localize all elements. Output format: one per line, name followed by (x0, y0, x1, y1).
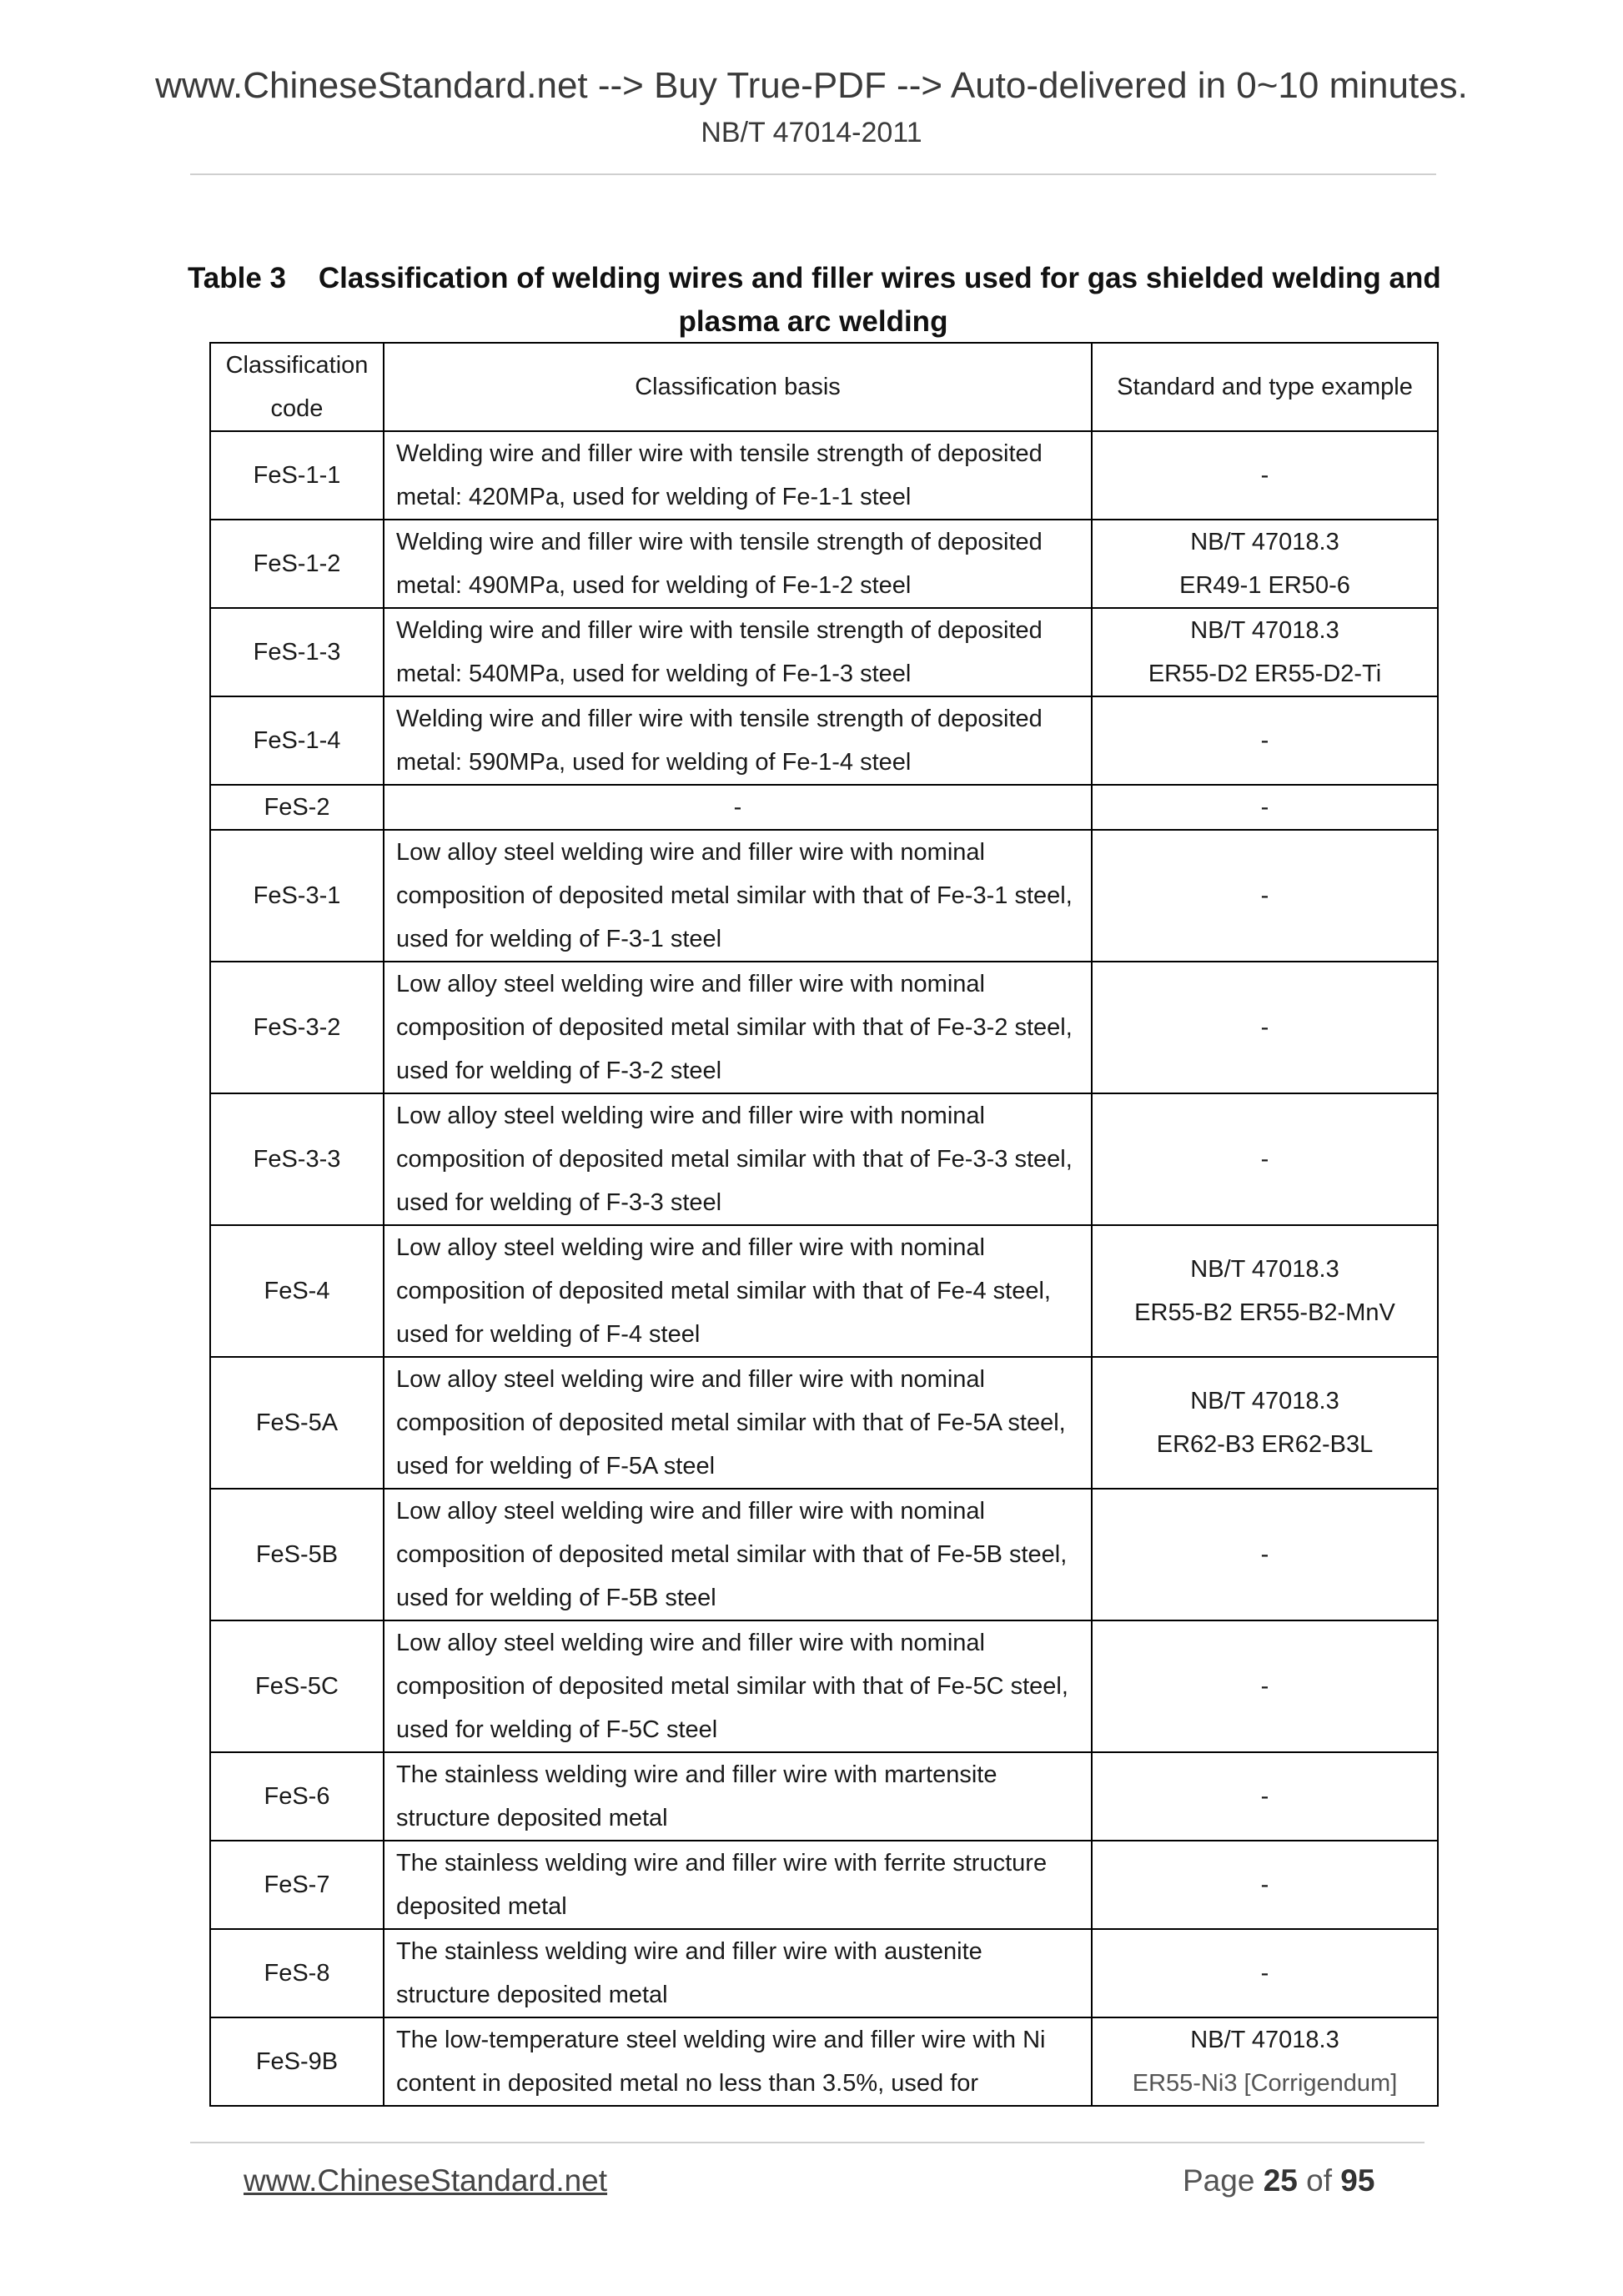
row-basis: Low alloy steel welding wire and filler wire with nominal composition of deposited metal similar with that of Fe-3-1 steel, used for welding of F-3-1 steel (384, 830, 1092, 962)
row-basis: Low alloy steel welding wire and filler wire with nominal composition of deposited metal similar with that of Fe-3-3 steel, used for welding of F-3-3 steel (384, 1093, 1092, 1225)
row-basis: Welding wire and filler wire with tensile strength of deposited metal: 490MPa, used for welding of Fe-1-2 steel (384, 520, 1092, 608)
row-code: FeS-5A (210, 1357, 384, 1489)
footer-divider (190, 2142, 1425, 2143)
row-code: FeS-6 (210, 1752, 384, 1841)
row-basis: Welding wire and filler wire with tensile strength of deposited metal: 590MPa, used for welding of Fe-1-4 steel (384, 696, 1092, 785)
footer-site-link[interactable]: www.ChineseStandard.net (244, 2163, 608, 2198)
table-row (210, 1752, 1438, 1841)
standard-line-1: - (1260, 1014, 1269, 1041)
row-basis: Low alloy steel welding wire and filler wire with nominal composition of deposited metal similar with that of Fe-4 steel, used for welding of F-4 steel (384, 1225, 1092, 1357)
row-standard (1092, 608, 1438, 696)
table-row (210, 1357, 1438, 1489)
row-standard (1092, 1357, 1438, 1489)
row-code: FeS-5C (210, 1620, 384, 1752)
page-current: 25 (1263, 2163, 1298, 2198)
row-code: FeS-1-3 (210, 608, 384, 696)
page-total: 95 (1340, 2163, 1375, 2198)
table-title-line2: plasma arc welding (678, 305, 948, 338)
row-standard (1092, 1489, 1438, 1620)
standard-line-2: ER55-D2 ER55-D2-Ti (1148, 661, 1382, 687)
table-row (210, 2017, 1438, 2106)
header-standard-example: Standard and type example (1092, 343, 1438, 431)
table-row (210, 520, 1438, 608)
header-classification-code: Classification code (210, 343, 384, 431)
standard-line-1: - (1260, 1960, 1269, 1987)
header-banner: www.ChineseStandard.net --> Buy True-PDF --> Auto-delivered in 0~10 minutes. (155, 65, 1468, 106)
row-code: FeS-2 (210, 785, 384, 830)
standard-line-1: NB/T 47018.3 (1190, 2027, 1339, 2053)
row-basis: Low alloy steel welding wire and filler wire with nominal composition of deposited metal similar with that of Fe-5B steel, used for welding of F-5B steel (384, 1489, 1092, 1620)
row-code: FeS-1-2 (210, 520, 384, 608)
table-header-row (210, 343, 1438, 431)
row-basis: Low alloy steel welding wire and filler wire with nominal composition of deposited metal similar with that of Fe-5C steel, used for welding of F-5C steel (384, 1620, 1092, 1752)
row-standard (1092, 431, 1438, 520)
table-row (210, 1620, 1438, 1752)
page-mid: of (1297, 2163, 1341, 2198)
table-row (210, 608, 1438, 696)
row-basis: Low alloy steel welding wire and filler wire with nominal composition of deposited metal similar with that of Fe-3-2 steel, used for welding of F-3-2 steel (384, 962, 1092, 1093)
standard-line-1: - (1260, 794, 1269, 821)
row-code: FeS-1-1 (210, 431, 384, 520)
row-basis: Welding wire and filler wire with tensile strength of deposited metal: 540MPa, used for welding of Fe-1-3 steel (384, 608, 1092, 696)
table-row (210, 1225, 1438, 1357)
table-row (210, 962, 1438, 1093)
row-code: FeS-7 (210, 1841, 384, 1929)
row-code: FeS-1-4 (210, 696, 384, 785)
header-classification-basis: Classification basis (384, 343, 1092, 431)
standard-line-1: NB/T 47018.3 (1190, 529, 1339, 555)
standard-line-1: - (1260, 462, 1269, 489)
row-standard (1092, 785, 1438, 830)
row-basis: The low-temperature steel welding wire and filler wire with Ni content in deposited metal no less than 3.5%, used for (384, 2017, 1092, 2106)
row-standard (1092, 1093, 1438, 1225)
table-body (210, 431, 1438, 2106)
table-title-line1: Table 3 Classification of welding wires and filler wires used for gas shielded welding and (188, 262, 1441, 294)
table-row (210, 1489, 1438, 1620)
page-number (1183, 2163, 1374, 2198)
standard-line-1: - (1260, 882, 1269, 909)
row-standard (1092, 1225, 1438, 1357)
standard-line-2: ER49-1 ER50-6 (1179, 572, 1350, 599)
row-basis: The stainless welding wire and filler wire with austenite structure deposited metal (384, 1929, 1092, 2017)
row-standard (1092, 830, 1438, 962)
classification-table (209, 342, 1439, 2107)
table-row (210, 830, 1438, 962)
row-basis: - (384, 785, 1092, 830)
header-divider (190, 173, 1436, 175)
row-standard (1092, 1620, 1438, 1752)
row-code: FeS-3-2 (210, 962, 384, 1093)
row-standard (1092, 696, 1438, 785)
row-standard (1092, 962, 1438, 1093)
row-standard (1092, 520, 1438, 608)
standard-line-1: - (1260, 1541, 1269, 1568)
row-standard (1092, 1841, 1438, 1929)
row-code: FeS-5B (210, 1489, 384, 1620)
standard-line-2: ER62-B3 ER62-B3L (1156, 1431, 1374, 1458)
row-basis: The stainless welding wire and filler wire with ferrite structure deposited metal (384, 1841, 1092, 1929)
standard-line-1: - (1260, 1146, 1269, 1173)
row-code: FeS-8 (210, 1929, 384, 2017)
row-basis: Welding wire and filler wire with tensile strength of deposited metal: 420MPa, used for welding of Fe-1-1 steel (384, 431, 1092, 520)
row-code: FeS-4 (210, 1225, 384, 1357)
row-basis: Low alloy steel welding wire and filler wire with nominal composition of deposited metal similar with that of Fe-5A steel, used for welding of F-5A steel (384, 1357, 1092, 1489)
row-code: FeS-3-1 (210, 830, 384, 962)
table-row (210, 1841, 1438, 1929)
page-prefix: Page (1183, 2163, 1264, 2198)
table-row (210, 1093, 1438, 1225)
table-row (210, 1929, 1438, 2017)
table-row (210, 696, 1438, 785)
row-standard (1092, 2017, 1438, 2106)
standard-line-1: NB/T 47018.3 (1190, 617, 1339, 644)
standard-line-1: NB/T 47018.3 (1190, 1256, 1339, 1283)
row-basis: The stainless welding wire and filler wire with martensite structure deposited metal (384, 1752, 1092, 1841)
table-row (210, 785, 1438, 830)
standard-line-2: ER55-B2 ER55-B2-MnV (1134, 1299, 1395, 1326)
standard-line-1: - (1260, 1871, 1269, 1898)
row-standard (1092, 1929, 1438, 2017)
standard-line-1: - (1260, 727, 1269, 754)
standard-number: NB/T 47014-2011 (701, 117, 922, 148)
standard-line-1: NB/T 47018.3 (1190, 1388, 1339, 1414)
row-code: FeS-3-3 (210, 1093, 384, 1225)
standard-line-2: ER55-Ni3 [Corrigendum] (1132, 2070, 1398, 2097)
row-standard (1092, 1752, 1438, 1841)
standard-line-1: - (1260, 1783, 1269, 1810)
row-code: FeS-9B (210, 2017, 384, 2106)
table-row (210, 431, 1438, 520)
standard-line-1: - (1260, 1673, 1269, 1700)
table-title (188, 257, 1439, 344)
